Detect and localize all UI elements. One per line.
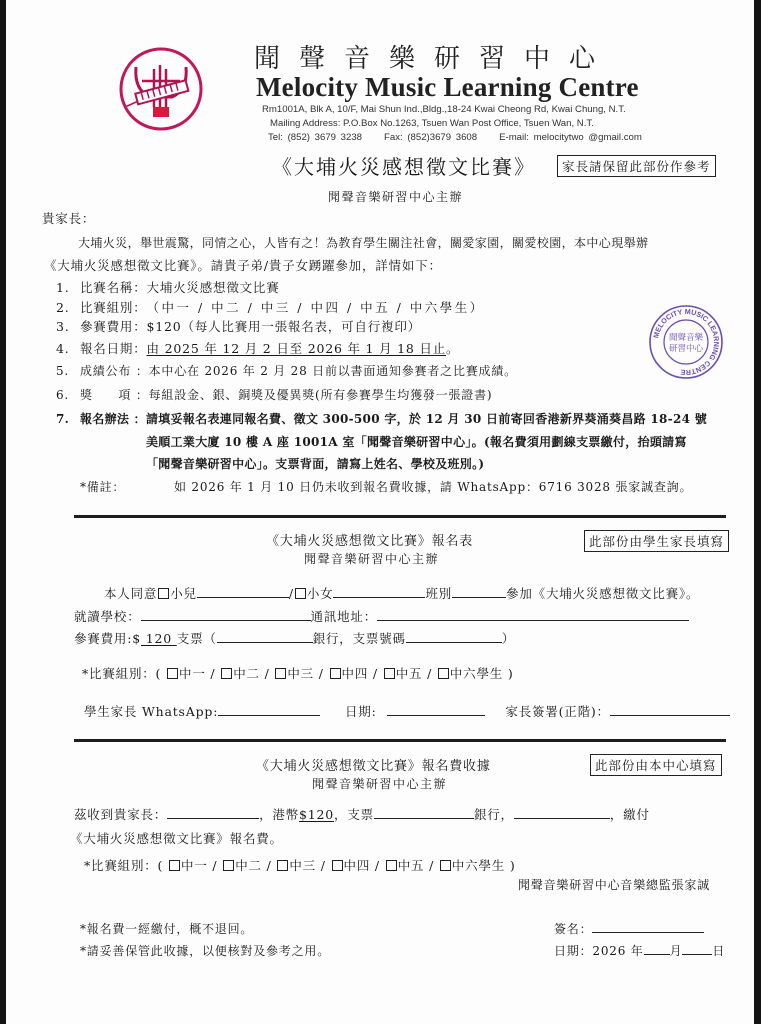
- org-name-cn: 聞聲音樂研習中心: [254, 44, 615, 74]
- notice-item-4: 4. 報名日期：由 2025 年 12 月 2 日至 2026 年 1 月 18 日止。: [56, 341, 460, 356]
- parent-signature-field[interactable]: [610, 703, 730, 716]
- notice-item-7-line2: 美順工業大廈 10 樓 A 座 1001A 室「聞聲音樂研習中心」。(報名費須用劃線支票繳付，抬頭請寫: [146, 435, 687, 449]
- remark-text: 如 2026 年 1 月 10 日仍未收到報名費收據，請 WhatsApp：6716 3028 張家誠查詢。: [174, 480, 693, 494]
- receipt-note-1: *報名費一經繳付，概不退回。: [80, 922, 254, 936]
- group-checkbox-s6[interactable]: [438, 668, 449, 679]
- receipt-group-checkbox-s5[interactable]: [386, 860, 397, 871]
- receipt-day-field[interactable]: [682, 942, 712, 955]
- intro-paragraph-line1: 大埔火災，舉世震驚，同情之心，人皆有之！為教育學生關注社會，關愛家園，關愛校園，本中心現舉辦: [78, 236, 649, 250]
- notice-item-2: 2. 比賽組別：（中一 / 中二 / 中三 / 中四 / 中五 / 中六學生）: [56, 300, 485, 315]
- notice-item-7: 7. 報名辦法 ：請填妥報名表連同報名費、徵文 300-500 字，於 12 月 30 日前寄回香港新界葵涌葵昌路 18-24 號: [56, 412, 708, 426]
- application-form-organizer: 聞聲音樂研習中心主辦: [304, 552, 440, 566]
- consent-line: 本人同意 小兒 / 小女 班別 參加《大埔火災感想徵文比賽》。: [104, 586, 700, 601]
- fee-line: 參賽費用:$ 120 支票（ 銀行，支票號碼 ）: [74, 631, 516, 646]
- receipt-group-checkbox-s4[interactable]: [332, 860, 343, 871]
- music-director: 聞聲音樂研習中心音樂總監張家誠: [518, 878, 711, 892]
- notice-item-5: 5. 成績公布 ：本中心在 2026 年 2 月 28 日前以書面通知參賽者之比賽成績。: [56, 364, 517, 378]
- daughter-name-field[interactable]: [333, 585, 425, 598]
- cheque-number-field[interactable]: [406, 630, 502, 643]
- group-checkbox-s2[interactable]: [221, 668, 232, 679]
- bank-field[interactable]: [217, 630, 313, 643]
- org-name-en: Melocity Music Learning Centre: [256, 72, 639, 102]
- receipt-extra-field[interactable]: [514, 806, 610, 819]
- svg-text:MELOCITY MUSIC LEARNING CENTRE: MELOCITY MUSIC LEARNING CENTRE: [651, 306, 722, 378]
- receipt-date-line: 日期：2026 年 月 日: [554, 944, 726, 958]
- parent-fill-label: 此部份由學生家長填寫: [584, 530, 729, 552]
- email: E-mail: melocitytwo @gmail.com: [499, 132, 642, 143]
- notice-item-1: 1. 比賽名稱：大埔火災感想徵文比賽: [56, 280, 280, 295]
- receipt-group-checkbox-s2[interactable]: [223, 860, 234, 871]
- son-name-field[interactable]: [197, 585, 289, 598]
- receipt-group-checkbox-s3[interactable]: [277, 860, 288, 871]
- centre-stamp-icon: [646, 304, 726, 380]
- section-divider: [74, 515, 726, 518]
- receipt-title: 《大埔火災感想徵文比賽》報名費收據: [256, 759, 491, 774]
- receipt-sign-line: 簽名：: [554, 920, 704, 937]
- receipt-month-field[interactable]: [644, 942, 670, 955]
- receipt-fee-line: 《大埔火災感想徵文比賽》報名費。: [70, 831, 283, 846]
- receipt-group-checkbox-s1[interactable]: [169, 860, 180, 871]
- receipt-signature-field[interactable]: [592, 920, 704, 933]
- receipt-organizer: 聞聲音樂研習中心主辦: [312, 777, 448, 791]
- daughter-checkbox[interactable]: [295, 588, 306, 599]
- svg-text:聞聲音樂: 聞聲音樂: [668, 333, 704, 343]
- address-field[interactable]: [377, 608, 689, 621]
- receipt-note-2: *請妥善保管此收據，以便核對及參考之用。: [80, 944, 331, 958]
- group-selection-line: *比賽組別：( 中一 / 中二 / 中三 / 中四 / 中五 / 中六學生 ): [82, 666, 514, 681]
- son-checkbox[interactable]: [158, 588, 169, 599]
- date-field[interactable]: [387, 703, 485, 716]
- parent-name-field[interactable]: [167, 806, 259, 819]
- receipt-cheque-field[interactable]: [374, 806, 474, 819]
- group-checkbox-s5[interactable]: [384, 668, 395, 679]
- class-field[interactable]: [452, 585, 506, 598]
- group-checkbox-s1[interactable]: [167, 668, 178, 679]
- lyre-keyboard-logo-icon: [114, 45, 208, 133]
- document-page: [6, 0, 754, 1024]
- remark-label: *備註：: [80, 480, 126, 494]
- keep-for-reference-label: 家長請保留此部份作參考: [557, 155, 716, 177]
- centre-fill-label: 此部份由本中心填寫: [590, 754, 722, 776]
- whatsapp-date-signature-line: 學生家長 WhatsApp: 日期: 家長簽署(正階)：: [84, 702, 730, 720]
- notice-title: 《大埔火災感想徵文比賽》: [272, 155, 536, 179]
- receipt-received-line: 茲收到貴家長： ，港幣$120，支票 銀行， ，繳付: [74, 807, 650, 822]
- svg-text:研習中心: 研習中心: [668, 344, 704, 354]
- salutation: 貴家長：: [42, 211, 96, 226]
- receipt-group-line: *比賽組別：( 中一 / 中二 / 中三 / 中四 / 中五 / 中六學生 ): [84, 858, 516, 873]
- fee-amount: 120: [140, 631, 177, 646]
- intro-paragraph-line2: 《大埔火災感想徵文比賽》。請貴子弟/貴子女踴躍參加，詳情如下：: [44, 258, 442, 273]
- school-address-line: 就讀學校： 通訊地址：: [74, 607, 689, 625]
- notice-item-7-line3: 「聞聲音樂研習中心」。支票背面，請寫上姓名、學校及班別。): [146, 457, 485, 471]
- mailing-address: Mailing Address: P.O.Box No.1263, Tsuen Wan Post Office, Tsuen Wan, N.T.: [270, 118, 594, 129]
- notice-item-6: 6. 獎 項 ：每組設金、銀、銅獎及優異獎(所有參賽學生均獲發一張證書): [56, 388, 493, 402]
- receipt-group-checkbox-s6[interactable]: [440, 860, 451, 871]
- notice-item-3: 3. 參賽費用：$120（每人比賽用一張報名表，可自行複印）: [56, 319, 421, 334]
- tel: Tel: (852) 3679 3238: [268, 132, 363, 143]
- school-field[interactable]: [141, 608, 311, 621]
- application-form-title: 《大埔火災感想徵文比賽》報名表: [266, 534, 474, 549]
- organizer: 聞聲音樂研習中心主辦: [328, 190, 464, 204]
- address: Rm1001A, Blk A, 10/F, Mai Shun Ind.,Bldg.,18-24 Kwai Cheong Rd, Kwai Chung, N.T.: [262, 104, 626, 115]
- contact-line: [268, 132, 642, 143]
- fax: Fax: (852)3679 3608: [384, 132, 478, 143]
- group-checkbox-s4[interactable]: [330, 668, 341, 679]
- group-checkbox-s3[interactable]: [275, 668, 286, 679]
- section-divider: [74, 739, 726, 742]
- hkd-amount: $120: [299, 807, 335, 822]
- whatsapp-field[interactable]: [218, 703, 320, 716]
